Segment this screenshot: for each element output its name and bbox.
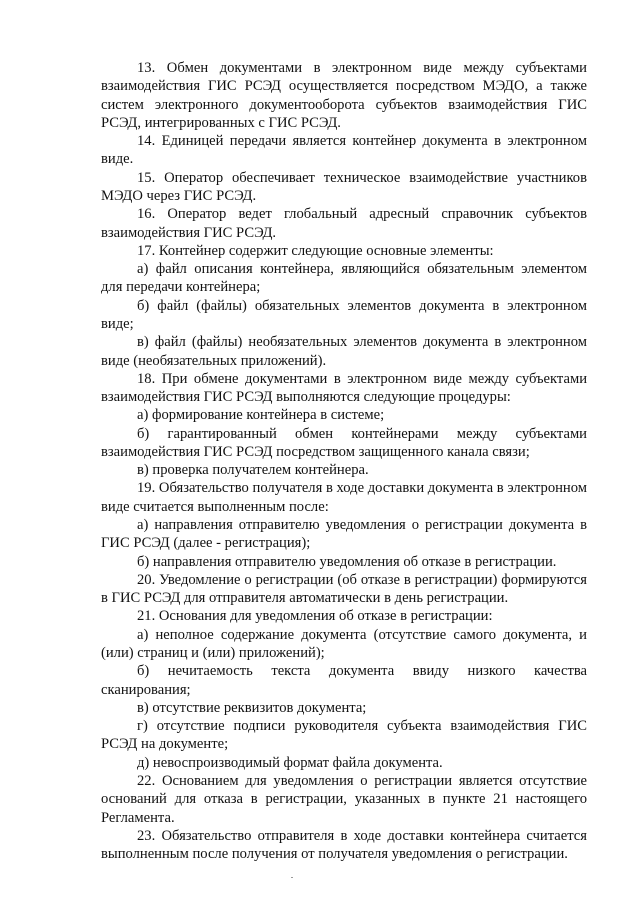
paragraph-15: 15. Оператор обеспечивает техническое взаимодействие участников МЭДО через ГИС РСЭД. [101, 169, 587, 204]
paragraph-19-b: б) направления отправителю уведомления об отказе в регистрации. [137, 553, 557, 570]
paragraph-17-v: в) файл (файлы) необязательных элементов документа в электронном виде (необязательных приложений). [101, 334, 587, 369]
paragraph-21-b: б) нечитаемость текста документа ввиду низкого качества сканирования; [101, 663, 587, 698]
paragraph-17: 17. Контейнер содержит следующие основные элементы: [137, 242, 494, 259]
paragraph-18-a: а) формирование контейнера в системе; [137, 407, 385, 424]
paragraph-21-d: д) невоспроизводимый формат файла документа. [137, 754, 443, 771]
paragraph-18: 18. При обмене документами в электронном виде между субъектами взаимодействия ГИС РСЭД выполняются следующие процедуры: [101, 370, 587, 406]
paragraph-21-a: а) неполное содержание документа (отсутствие самого документа, и (или) страниц и (или) приложений); [101, 626, 587, 661]
paragraph-23: 23. Обязательство отправителя в ходе доставки контейнера считается выполненным после получения от получателя уведомления о регистрации. [101, 827, 587, 863]
document-body [101, 59, 587, 863]
paragraph-20: 20. Уведомление о регистрации (об отказе в регистрации) формируются в ГИС РСЭД для отправителя автоматически в день регистрации. [101, 571, 587, 607]
paragraph-18-v: в) проверка получателем контейнера. [137, 462, 369, 479]
paragraph-21-g: г) отсутствие подписи руководителя субъекта взаимодействия ГИС РСЭД на документе; [101, 718, 587, 753]
paragraph-21-v: в) отсутствие реквизитов документа; [137, 699, 367, 716]
paragraph-14: 14. Единицей передачи является контейнер документа в электронном виде. [101, 133, 587, 168]
paragraph-17-b: б) файл (файлы) обязательных элементов документа в электронном виде; [101, 297, 587, 332]
scan-dust-mark [291, 877, 293, 878]
paragraph-22: 22. Основанием для уведомления о регистрации является отсутствие оснований для отказа в регистрации, указанных в пункте 21 настоящего Регламента. [101, 772, 587, 826]
paragraph-21: 21. Основания для уведомления об отказе в регистрации: [137, 608, 493, 625]
paragraph-16: 16. Оператор ведет глобальный адресный справочник субъектов взаимодействия ГИС РСЭД. [101, 206, 587, 241]
paragraph-19: 19. Обязательство получателя в ходе доставки документа в электронном виде считается выполненным после: [101, 480, 587, 515]
paragraph-18-b: б) гарантированный обмен контейнерами между субъектами взаимодействия ГИС РСЭД посредством защищенного канала связи; [101, 425, 587, 460]
paragraph-17-a: а) файл описания контейнера, являющийся обязательным элементом для передачи контейнера; [101, 261, 587, 296]
paragraph-19-a: а) направления отправителю уведомления о регистрации документа в ГИС РСЭД (далее - регистрация); [101, 517, 587, 552]
paragraph-13: 13. Обмен документами в электронном виде между субъектами взаимодействия ГИС РСЭД осуществляется посредством МЭДО, а также систем электронного документооборота субъектов взаимодействия ГИС РСЭД, интегрированных с ГИС РСЭД. [101, 60, 587, 131]
